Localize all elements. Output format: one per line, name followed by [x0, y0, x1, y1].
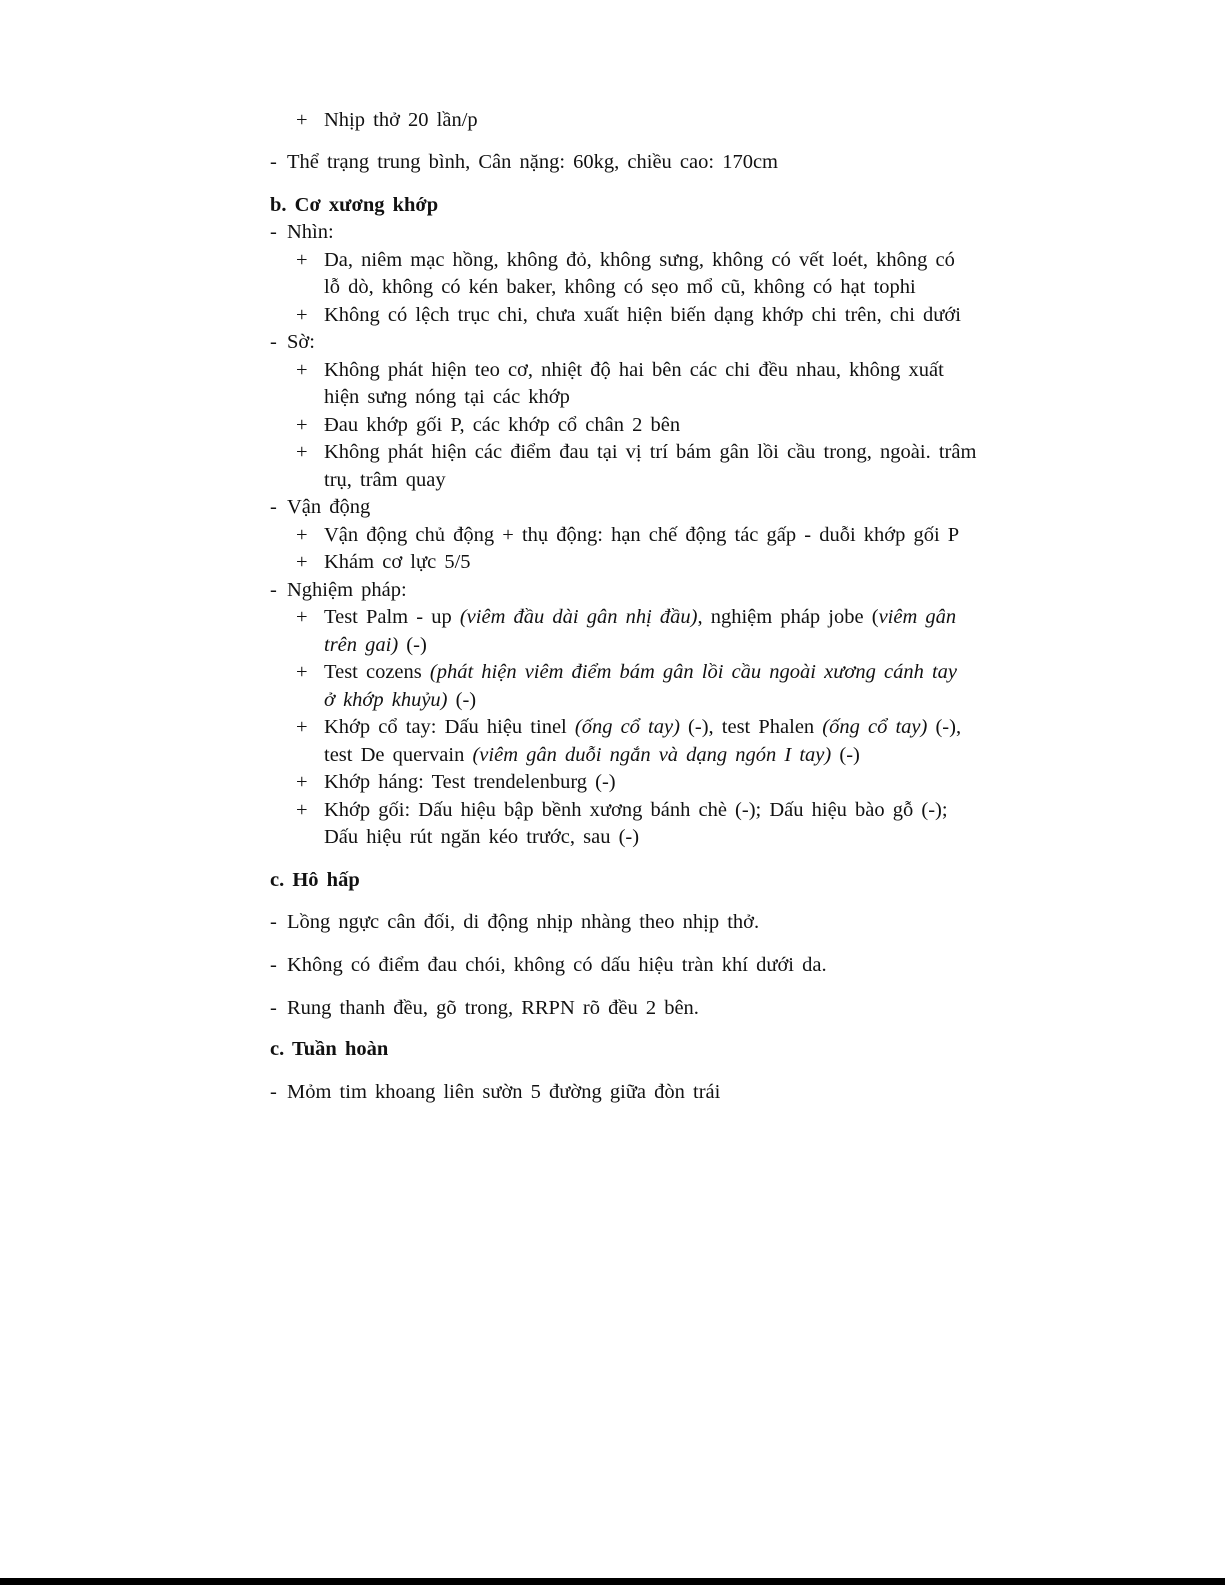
line-hip-test [0, 767, 1225, 797]
line-wrist-tests-cont [0, 740, 1225, 770]
plus-bullet: + [296, 716, 308, 738]
plus-bullet: + [296, 249, 308, 271]
line-text: hiện sưng nóng tại các khớp [324, 386, 570, 408]
dash-bullet: - [270, 954, 277, 976]
line-vocal-fremitus [0, 993, 1225, 1023]
line-text: Nghiệm pháp: [287, 579, 407, 601]
line-active-passive [0, 520, 1225, 550]
line-text [324, 630, 427, 660]
heading-text: c. Hô hấp [270, 869, 360, 891]
line-text: Đau khớp gối P, các khớp cổ chân 2 bên [324, 414, 681, 436]
line-respiratory-rate [0, 105, 1225, 135]
line-text: Nhìn: [287, 221, 334, 243]
line-text: Khớp háng: Test trendelenburg (-) [324, 771, 616, 793]
line-no-pain-point [0, 950, 1225, 980]
line-muscle-strength [0, 547, 1225, 577]
line-maneuvers [0, 575, 1225, 605]
line-text: Khám cơ lực 5/5 [324, 551, 471, 573]
line-text: Thể trạng trung bình, Cân nặng: 60kg, chiều cao: 170cm [287, 151, 778, 173]
heading-text: b. Cơ xương khớp [270, 194, 439, 216]
section-heading-respiratory [0, 865, 1225, 895]
italic-note: (phát hiện viêm điểm bám gân lồi cầu ngoài xương cánh tay [429, 661, 957, 683]
text-run: (-) [831, 744, 860, 766]
dash-bullet: - [270, 221, 277, 243]
line-text: Nhịp thở 20 lần/p [324, 109, 478, 131]
italic-note: ở khớp khuỷu) [324, 689, 448, 711]
line-text: Sờ: [287, 331, 315, 353]
line-wrist-tests [0, 712, 1225, 742]
line-text: Vận động [287, 496, 371, 518]
text-run: test De quervain [324, 744, 473, 766]
dash-bullet: - [270, 579, 277, 601]
line-text: Rung thanh đều, gõ trong, RRPN rõ đều 2 bên. [287, 997, 699, 1019]
plus-bullet: + [296, 441, 308, 463]
line-text [324, 712, 961, 742]
plus-bullet: + [296, 524, 308, 546]
text-run: Test Palm - up [324, 606, 460, 628]
line-text: Lồng ngực cân đối, di động nhịp nhàng theo nhịp thở. [287, 911, 760, 933]
italic-note: (ống cổ tay) [574, 716, 680, 738]
plus-bullet: + [296, 359, 308, 381]
text-run: , nghiệm pháp jobe ( [697, 606, 879, 628]
dash-bullet: - [270, 151, 277, 173]
line-chest-symmetry [0, 907, 1225, 937]
dash-bullet: - [270, 1081, 277, 1103]
line-palm-up-test [0, 602, 1225, 632]
line-text [324, 657, 957, 687]
line-knee-tests [0, 795, 1225, 825]
heading-text: c. Tuần hoàn [270, 1038, 389, 1060]
page-bottom-edge [0, 1578, 1225, 1585]
line-text: Không có điểm đau chói, không có dấu hiệu tràn khí dưới da. [287, 954, 827, 976]
line-text: trụ, trâm quay [324, 469, 446, 491]
italic-note: trên gai) [324, 634, 399, 656]
text-run: Test cozens [324, 661, 430, 683]
italic-note: (ống cổ tay) [822, 716, 928, 738]
line-tender-points [0, 437, 1225, 467]
plus-bullet: + [296, 551, 308, 573]
text-run: Khớp cổ tay: Dấu hiệu tinel [324, 716, 575, 738]
line-text: Không phát hiện các điểm đau tại vị trí bám gân lồi cầu trong, ngoài. trâm [324, 441, 977, 463]
italic-note: viêm gân [878, 606, 957, 628]
line-text: Không có lệch trục chi, chưa xuất hiện biến dạng khớp chi trên, chi dưới [324, 304, 961, 326]
line-muscle-atrophy [0, 355, 1225, 385]
line-text: Mỏm tim khoang liên sườn 5 đường giữa đòn trái [287, 1081, 721, 1103]
line-text: Khớp gối: Dấu hiệu bập bềnh xương bánh chè (-); Dấu hiệu bào gỗ (-); [324, 799, 948, 821]
line-muscle-atrophy-cont [0, 382, 1225, 412]
plus-bullet: + [296, 109, 308, 131]
line-palpation [0, 327, 1225, 357]
plus-bullet: + [296, 304, 308, 326]
plus-bullet: + [296, 771, 308, 793]
line-knee-pain [0, 410, 1225, 440]
plus-bullet: + [296, 799, 308, 821]
line-knee-tests-cont [0, 822, 1225, 852]
line-palm-up-test-cont [0, 630, 1225, 660]
italic-note: (viêm đầu dài gân nhị đầu) [459, 606, 698, 628]
dash-bullet: - [270, 911, 277, 933]
plus-bullet: + [296, 661, 308, 683]
text-run: (-), [927, 716, 962, 738]
dash-bullet: - [270, 496, 277, 518]
dash-bullet: - [270, 331, 277, 353]
section-heading-musculoskeletal [0, 190, 1225, 220]
text-run: (-) [398, 634, 427, 656]
line-movement [0, 492, 1225, 522]
line-cozens-test [0, 657, 1225, 687]
plus-bullet: + [296, 414, 308, 436]
section-heading-circulation [0, 1034, 1225, 1064]
dash-bullet: - [270, 997, 277, 1019]
italic-note: (viêm gân duỗi ngắn và dạng ngón I tay) [472, 744, 832, 766]
line-text: Dấu hiệu rút ngăn kéo trước, sau (-) [324, 826, 640, 848]
line-limb-axis [0, 300, 1225, 330]
line-text [324, 685, 476, 715]
text-run: (-) [447, 689, 477, 711]
line-body-build [0, 147, 1225, 177]
line-text: Da, niêm mạc hồng, không đỏ, không sưng, không có vết loét, không có [324, 249, 955, 271]
line-tender-points-cont [0, 465, 1225, 495]
line-cozens-test-cont [0, 685, 1225, 715]
text-run: (-), test Phalen [679, 716, 823, 738]
line-skin-mucosa-cont [0, 272, 1225, 302]
line-text: Vận động chủ động + thụ động: hạn chế động tác gấp - duỗi khớp gối P [324, 524, 960, 546]
line-text [324, 740, 860, 770]
line-text [324, 602, 956, 632]
line-text: lỗ dò, không có kén baker, không có sẹo mổ cũ, không có hạt tophi [324, 276, 916, 298]
plus-bullet: + [296, 606, 308, 628]
line-text: Không phát hiện teo cơ, nhiệt độ hai bên các chi đều nhau, không xuất [324, 359, 944, 381]
line-apex-beat [0, 1077, 1225, 1107]
line-skin-mucosa [0, 245, 1225, 275]
line-inspection [0, 217, 1225, 247]
